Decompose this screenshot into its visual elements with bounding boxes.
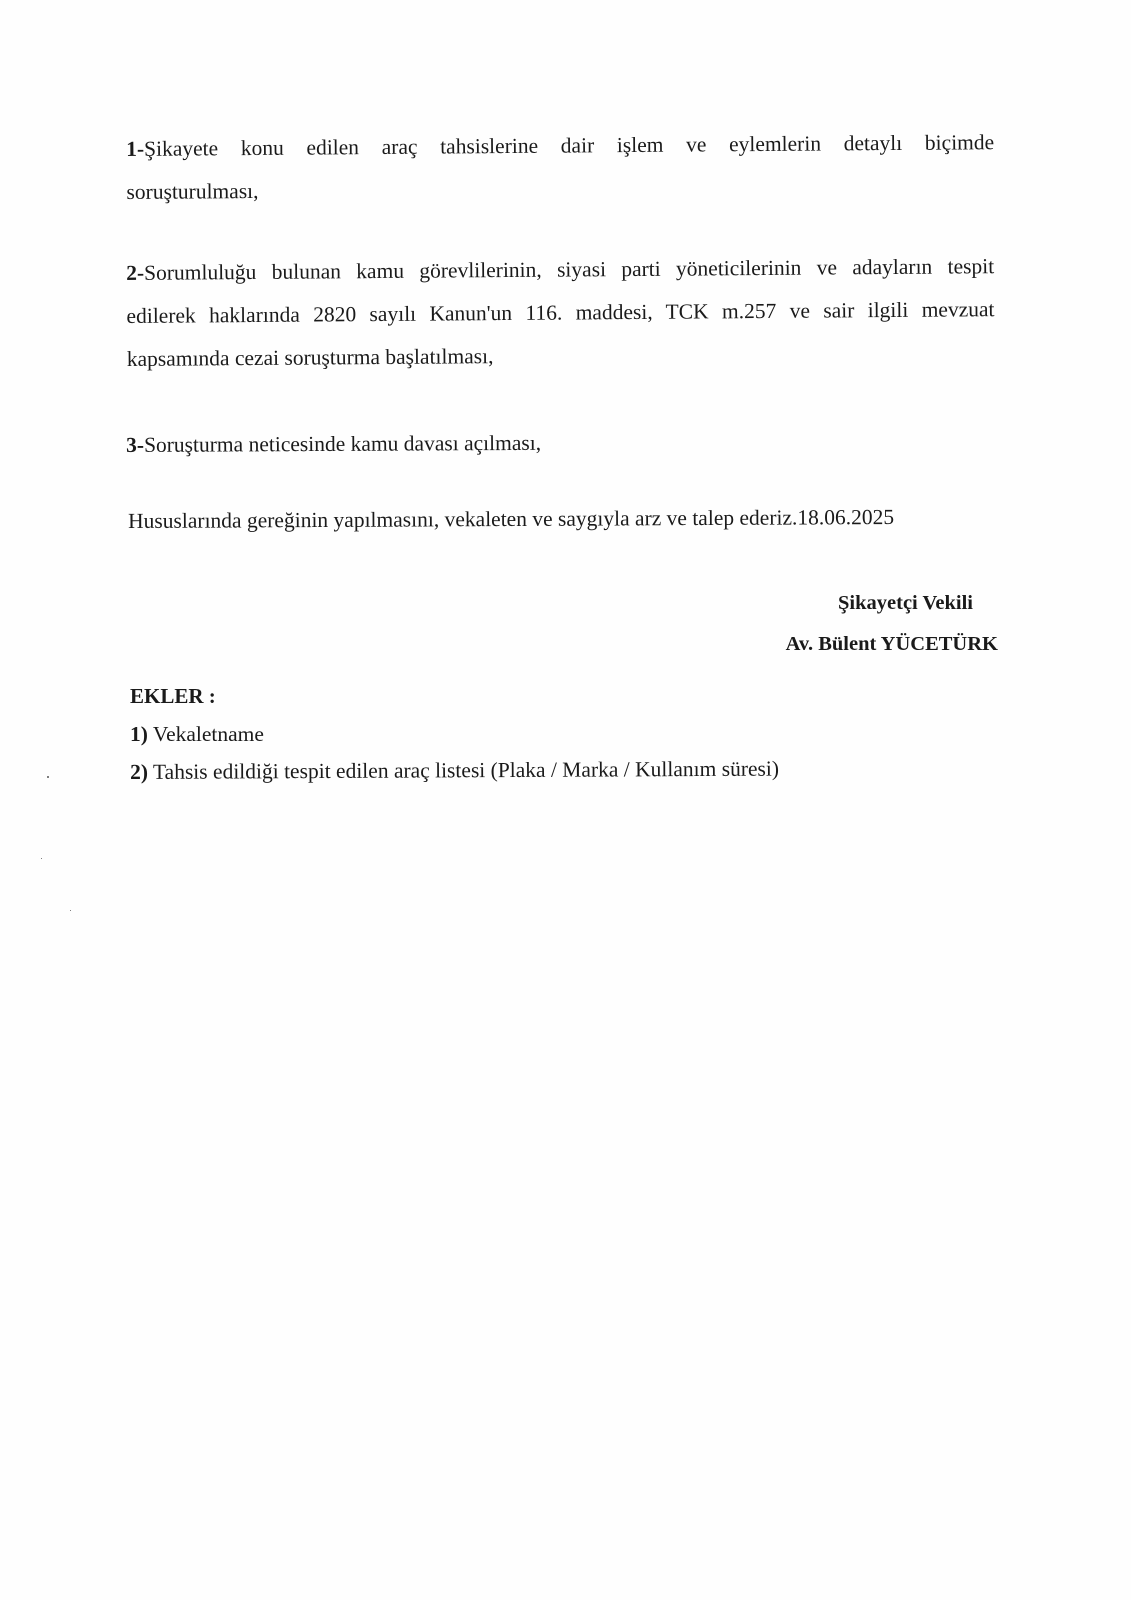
- request-item-1-line-1: [126, 121, 994, 171]
- request-item-2-number: 2-: [126, 260, 145, 285]
- scan-speck: [47, 776, 49, 778]
- attachment-item-2: [130, 757, 779, 785]
- signature-name: Av. Bülent YÜCETÜRK: [785, 633, 998, 655]
- request-item-1-line-2: soruşturulması,: [126, 178, 259, 204]
- attachment-item-1: [130, 722, 264, 747]
- request-item-2-text-1: Sorumluluğu bulunan kamu görevlilerinin, siyasi parti yöneticilerinin ve adayların tespit: [143, 254, 995, 285]
- request-item-2: [126, 245, 995, 381]
- signature-title: Şikayetçi Vekili: [838, 592, 973, 614]
- attachment-item-1-text: Vekaletname: [152, 722, 264, 746]
- scan-speck: [70, 910, 71, 911]
- request-item-3-text: Soruşturma neticesinde kamu davası açılması,: [143, 430, 542, 457]
- closing-statement: Hususlarında gereğinin yapılmasını, vekaleten ve saygıyla arz ve talep ederiz.18.06.2025: [128, 504, 895, 533]
- attachments-title: EKLER :: [130, 684, 216, 708]
- request-item-1: [126, 121, 995, 214]
- attachment-item-2-text: Tahsis edildiği tespit edilen araç listesi (Plaka / Marka / Kullanım süresi): [152, 756, 780, 784]
- request-item-1-number: 1-: [126, 136, 145, 161]
- attachment-item-1-number: 1): [130, 722, 148, 746]
- scan-speck: [41, 858, 42, 859]
- request-item-3: [126, 419, 994, 467]
- request-item-2-line-1: [126, 245, 994, 295]
- request-item-1-text-1: Şikayete konu edilen araç tahsislerine dair işlem ve eylemlerin detaylı biçimde: [143, 130, 995, 161]
- request-item-2-line-2: edilerek haklarında 2820 sayılı Kanun'un 116. maddesi, TCK m.257 ve sair ilgili mevzuat: [126, 297, 995, 328]
- request-item-2-line-3: kapsamında cezai soruşturma başlatılması,: [126, 344, 494, 371]
- attachment-item-2-number: 2): [130, 759, 149, 784]
- request-item-3-number: 3-: [126, 432, 145, 457]
